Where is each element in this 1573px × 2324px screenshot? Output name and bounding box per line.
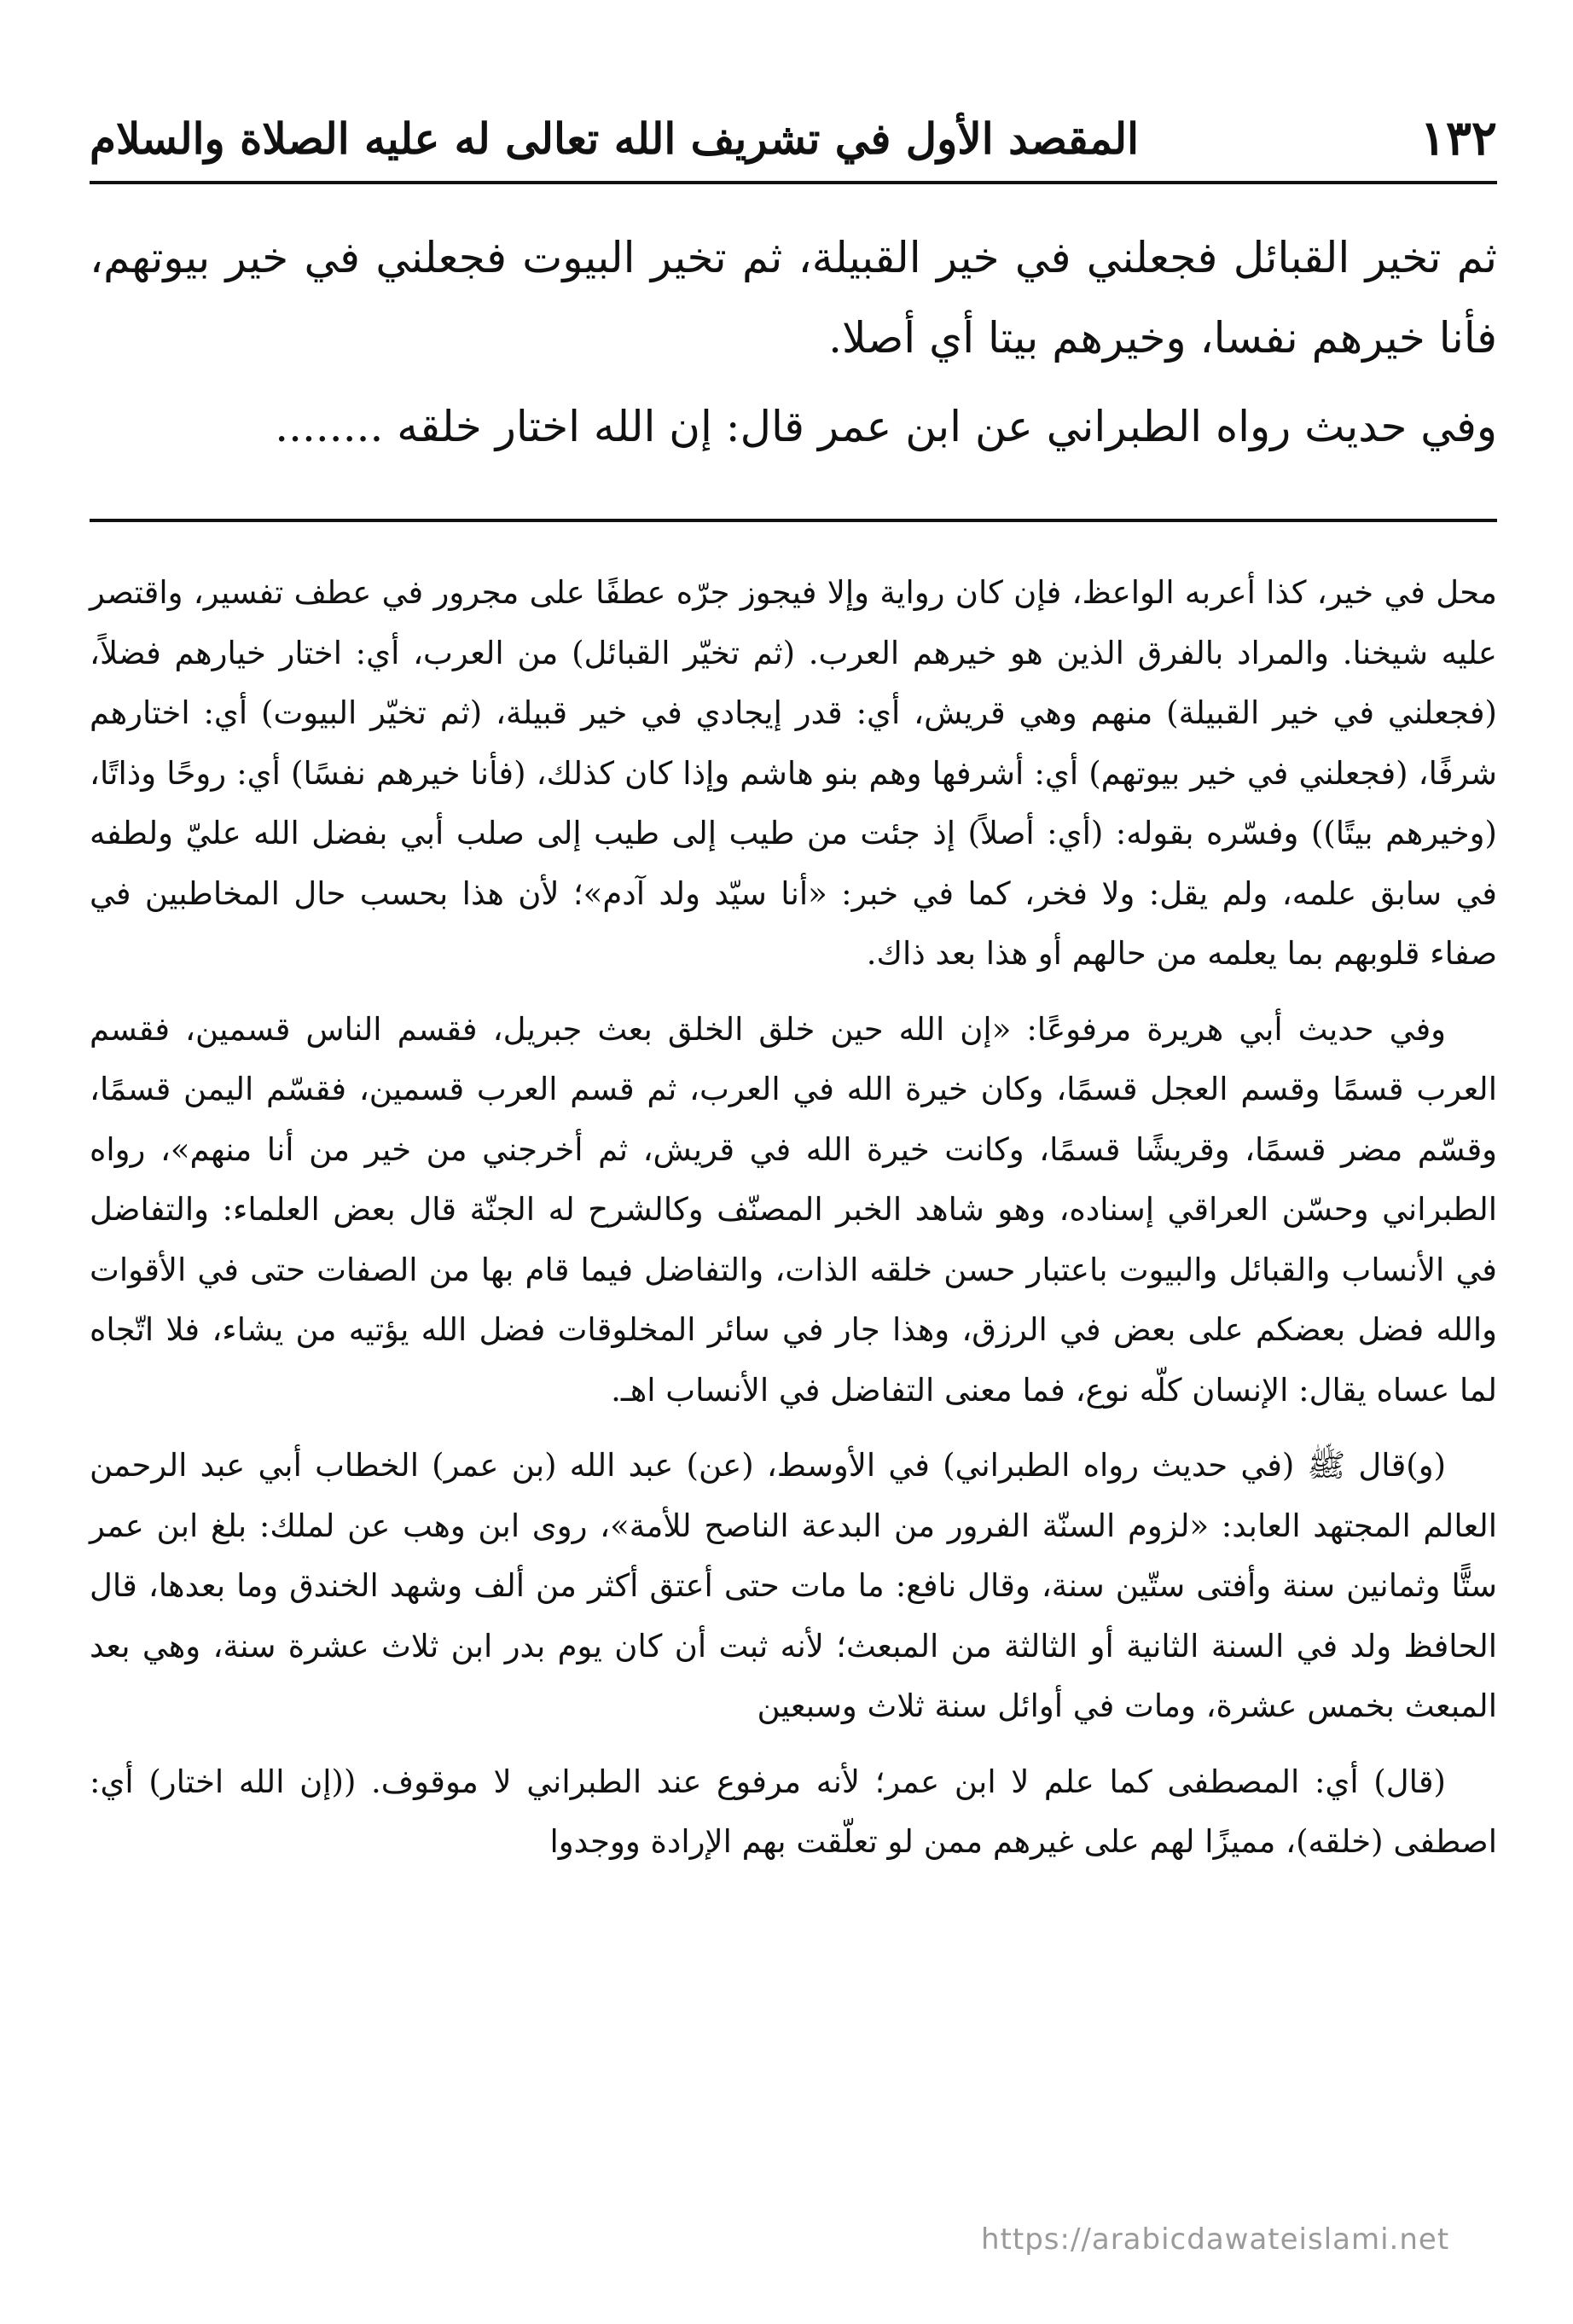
- commentary-paragraph: وفي حديث أبي هريرة مرفوعًا: «إن الله حين خلق الخلق بعث جبريل، فقسم الناس قسمين، فقسم العرب قسمًا وقسم العجل قسمًا، وكان خيرة الله في العرب، ثم قسم العرب قسمين، فقسّم اليمن قسمًا، وقسّم مضر قسمًا، وقريشًا قسمًا، وكانت خيرة الله في قريش، ثم أخرجني من خير من أنا منهم»، رواه الطبراني وحسّن العراقي إسناده، وهو شاهد الخبر المصنّف وكالشرح له الجنّة قال بعض العلماء: والتفاضل في الأنساب والقبائل والبيوت باعتبار حسن خلقه الذات، والتفاضل فيما قام بها من الصفات حتى في الأقوات والله فضل بعضكم على بعض في الرزق، وهذا جار في سائر المخلوقات فضل الله يؤتيه من يشاء، فلا اتّجاه لما عساه يقال: الإنسان كلّه نوع، فما معنى التفاضل في الأنساب اهـ.: [90, 1010, 1497, 1409]
- page-header: [90, 96, 1497, 184]
- commentary-paragraph: محل في خير، كذا أعربه الواعظ، فإن كان رواية وإلا فيجوز جرّه عطفًا على مجرور في عطف تفسير، واقتصر عليه شيخنا. والمراد بالفرق الذين هو خيرهم العرب. (ثم تخيّر القبائل) من العرب، أي: اختار خيارهم فضلاً، (فجعلني في خير القبيلة) منهم وهي قريش، أي: قدر إيجادي في خير قبيلة، (ثم تخيّر البيوت) أي: اختارهم شرفًا، (فجعلني في خير بيوتهم) أي: أشرفها وهم بنو هاشم وإذا كان كذلك، (فأنا خيرهم نفسًا) أي: روحًا وذاتًا، (وخيرهم بيتًا)) وفسّره بقوله: (أي: أصلاً) إذ جئت من طيب إلى طيب إلى صلب أبي بفضل الله عليّ ولطفه في سابق علمه، ولم يقل: ولا فخر، كما في خبر: «أنا سيّد ولد آدم»؛ لأن هذا بحسب حال المخاطبين في صفاء قلوبهم بما يعلمه من حالهم أو هذا بعد ذاك.: [90, 574, 1497, 972]
- main-text-paragraph: ثم تخير القبائل فجعلني في خير القبيلة، ثم تخير البيوت فجعلني في خير بيوتهم، فأنا خيرهم نفسا، وخيرهم بيتا أي أصلا.: [90, 233, 1497, 363]
- page-number: ١٣٢: [1419, 110, 1497, 166]
- main-text: [90, 218, 1497, 467]
- commentary-paragraph: (و)قال ﷺ (في حديث رواه الطبراني) في الأوسط، (عن) عبد الله (بن عمر) الخطاب أبي عبد الرحمن العالم المجتهد العابد: «لزوم السنّة الفرور من البدعة الناصح للأمة»، روى ابن وهب عن لملك: بلغ ابن عمر ستًّا وثمانين سنة وأفتى ستّين سنة، وقال نافع: ما مات حتى أعتق أكثر من ألف وشهد الخندق وما بعدها، قال الحافظ ولد في السنة الثانية أو الثالثة من المبعث؛ لأنه ثبت أن كان يوم بدر ابن ثلاث عشرة سنة، وهي بعد المبعث بخمس عشرة، ومات في أوائل سنة ثلاث وسبعين: [90, 1447, 1497, 1724]
- running-title: المقصد الأول في تشريف الله تعالى له عليه الصلاة والسلام: [90, 113, 1140, 164]
- book-page: [90, 0, 1497, 2324]
- main-text-paragraph: وفي حديث رواه الطبراني عن ابن عمر قال: إن الله اختار خلقه ........: [275, 402, 1497, 451]
- watermark: https://arabicdawateislami.net: [981, 2222, 1450, 2257]
- section-divider: [90, 519, 1497, 522]
- commentary-paragraph: (قال) أي: المصطفى كما علم لا ابن عمر؛ لأنه مرفوع عند الطبراني لا موقوف. ((إن الله اختار) أي: اصطفى (خلقه)، مميزًا لهم على غيرهم ممن لو تعلّقت بهم الإرادة ووجدوا: [90, 1763, 1497, 1860]
- commentary-text: [90, 563, 1497, 1888]
